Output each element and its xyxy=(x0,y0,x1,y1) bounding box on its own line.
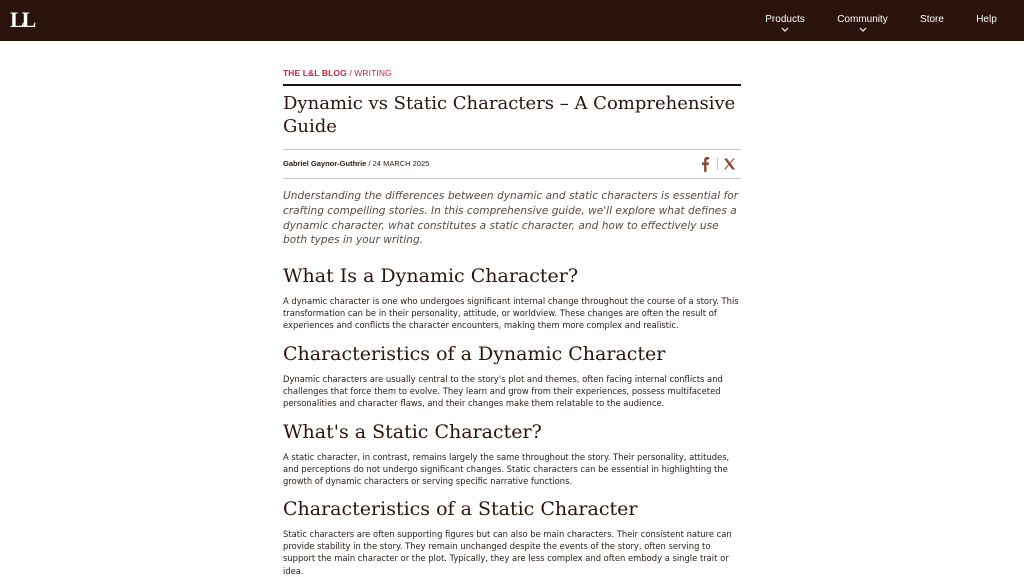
x-icon[interactable] xyxy=(723,156,736,172)
title-top-rule xyxy=(283,84,741,86)
byline xyxy=(283,159,429,168)
byline-separator: / xyxy=(368,159,371,168)
section-body: Static characters are often supporting figures but can also be main characters. Their consistent nature can provide stability in the story. They remain unchanged despite the events of the story, often serving to support the main character or the plot. Typically, they are less complex and often embody a single trait or idea. xyxy=(283,529,732,576)
breadcrumb-section-link[interactable]: WRITING xyxy=(354,68,392,78)
breadcrumb xyxy=(283,68,392,78)
article-title: Dynamic vs Static Characters – A Comprehensive Guide xyxy=(283,93,736,137)
section-heading: What's a Static Character? xyxy=(283,421,542,443)
chevron-down-icon[interactable] xyxy=(780,27,790,33)
publish-date: 24 MARCH 2025 xyxy=(372,159,430,168)
nav-products[interactable]: Products xyxy=(765,14,805,25)
section-body: Dynamic characters are usually central to the story's plot and themes, often facing internal conflicts and challenges that force them to evolve. They learn and grow from their experiences, possess multifaceted personalities and character flaws, and their changes make them relatable to the audience. xyxy=(283,374,723,409)
byline-bottom-rule xyxy=(283,178,741,179)
breadcrumb-separator: / xyxy=(349,68,352,78)
section-heading: Characteristics of a Dynamic Character xyxy=(283,343,666,365)
share-divider xyxy=(717,157,718,170)
section-heading: What Is a Dynamic Character? xyxy=(283,265,579,287)
chevron-down-icon[interactable] xyxy=(858,27,868,33)
section-body: A dynamic character is one who undergoes significant internal change throughout the course of a story. This transformation can be in their personality, attitude, or worldview. These changes are often the result of experiences and conflicts the character encounters, making them more complex and realistic. xyxy=(283,296,739,331)
nav-help[interactable]: Help xyxy=(976,14,997,25)
nav-store[interactable]: Store xyxy=(920,14,944,25)
nav-community[interactable]: Community xyxy=(837,14,888,25)
author-name[interactable]: Gabriel Gaynor-Guthrie xyxy=(283,159,367,168)
section-body: A static character, in contrast, remains largely the same throughout the story. Their personality, attitudes, and perceptions do not undergo significant changes. Static characters can be essential in highlighting the growth of dynamic characters or serving specific narrative functions. xyxy=(283,452,730,487)
article-intro: Understanding the differences between dynamic and static characters is essential for crafting compelling stories. In this comprehensive guide, we'll explore what defines a dynamic character, what constitutes a static character, and how to effectively use both types in your writing. xyxy=(283,190,739,247)
breadcrumb-blog-link[interactable]: THE L&L BLOG xyxy=(283,68,347,78)
section-heading: Characteristics of a Static Character xyxy=(283,498,638,520)
site-logo[interactable]: LL xyxy=(10,7,34,32)
facebook-icon[interactable] xyxy=(700,156,710,172)
byline-top-rule xyxy=(283,149,741,150)
top-navigation-bar xyxy=(0,0,1024,41)
